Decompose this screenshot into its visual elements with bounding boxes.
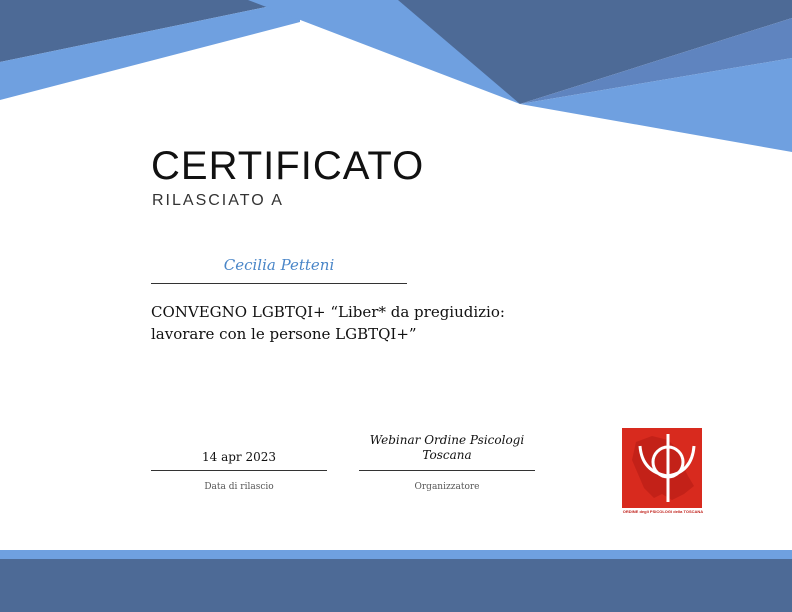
psi-symbol-icon (622, 428, 702, 508)
recipient-underline (151, 283, 407, 284)
organizer-name-line-2: Toscana (422, 448, 472, 462)
course-title-line-2: lavorare con le persone LGBTQI+” (151, 325, 417, 343)
course-title-line-1: CONVEGNO LGBTQI+ “Liber* da pregiudizio: (151, 303, 505, 321)
footer-band-light (0, 550, 792, 559)
course-title (151, 301, 571, 345)
organizer-line (359, 470, 535, 471)
issue-date-line (151, 470, 327, 471)
footer-band-base (0, 573, 792, 612)
order-logo (622, 428, 702, 508)
certificate-subtitle: RILASCIATO A (152, 192, 284, 209)
organizer-name (359, 433, 535, 463)
header-decoration (0, 0, 792, 160)
recipient-name: Cecilia Petteni (223, 256, 335, 274)
certificate-title: CERTIFICATO (151, 144, 425, 188)
order-logo-caption: ORDINE degli PSICOLOGI della TOSCANA (622, 509, 704, 514)
issue-date-caption: Data di rilascio (204, 482, 274, 492)
organizer-name-line-1: Webinar Ordine Psicologi (369, 433, 525, 447)
footer-band-dark (0, 559, 792, 573)
organizer-caption: Organizzatore (414, 482, 480, 492)
issue-date: 14 apr 2023 (201, 450, 276, 464)
